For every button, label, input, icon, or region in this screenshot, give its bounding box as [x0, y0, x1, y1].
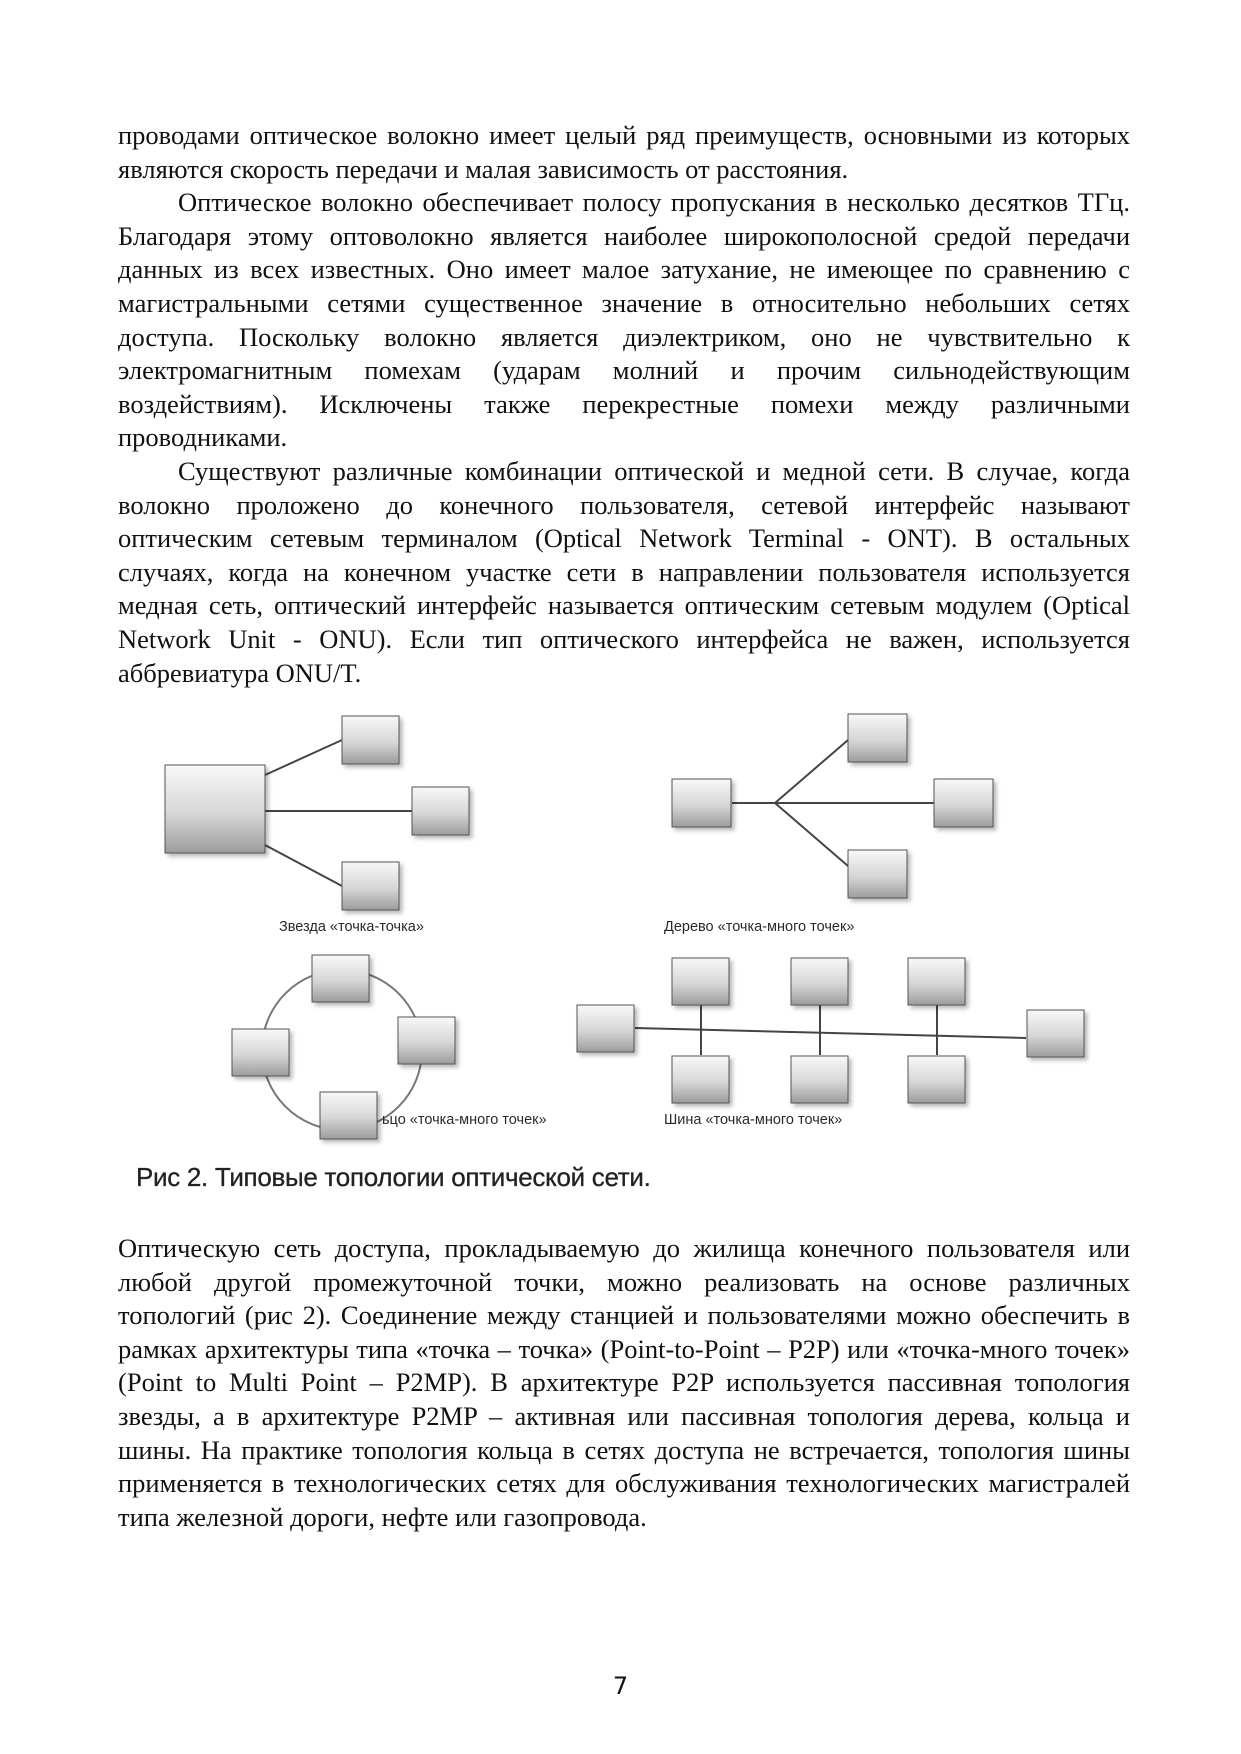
- ring-node: [232, 1029, 289, 1076]
- star-node: [342, 862, 399, 910]
- star-label: Звезда «точка-точка»: [279, 919, 424, 935]
- bus-end-node: [577, 1005, 634, 1052]
- ring-node: [398, 1017, 455, 1064]
- star-topology: [165, 716, 469, 935]
- bus-end-node: [1027, 1010, 1084, 1057]
- bus-node-bottom: [672, 1056, 729, 1103]
- star-central-node: [165, 765, 265, 853]
- ring-topology: [232, 955, 547, 1139]
- bus-node-top: [908, 958, 965, 1005]
- tree-node: [848, 714, 907, 762]
- bus-label: Шина «точка-много точек»: [664, 1112, 843, 1128]
- bus-topology: [577, 958, 1084, 1128]
- paragraph-ont-onu: Существуют различные комбинации оптической и медной сети. В случае, когда волокно проложено до конечного пользователя, сетевой интерфейс называют оптическим сетевым терминалом (Optical Network Terminal - ONT). В остальных случаях, когда на конечном участке сети в направлении пользователя используется медная сеть, оптический интерфейс называется оптическим сетевым модулем (Optical Network Unit - ONU). Если тип оптического интерфейса не важен, используется аббревиатура ONU/T.: [118, 455, 1130, 688]
- paragraph-fiber-bandwidth: Оптическое волокно обеспечивает полосу пропускания в несколько десятков ТГц. Благодаря этому оптоволокно является наиболее широкополосной средой передачи данных из всех известных. Оно имеет малое затухание, не имеющее по сравнению с магистральными сетями существенное значение в относительно небольших сетях доступа. Поскольку волокно является диэлектриком, оно не чувствительно к электромагнитным помехам (ударам молний и прочим сильнодействующим воздействиям). Исключены также перекрестные помехи между различными проводниками.: [118, 187, 1130, 453]
- ring-node: [320, 1092, 377, 1139]
- bus-node-top: [791, 958, 848, 1005]
- text-block-top: [118, 119, 1130, 690]
- tree-root-node: [672, 779, 731, 827]
- topology-figure: [0, 700, 1241, 1220]
- tree-label: Дерево «точка-много точек»: [664, 919, 855, 935]
- tree-node: [934, 779, 993, 827]
- text-block-bottom: [118, 1232, 1130, 1534]
- figure-caption: Рис 2. Типовые топологии оптической сети.: [136, 1162, 651, 1192]
- bus-node-bottom: [791, 1056, 848, 1103]
- page-number: 7: [612, 1672, 629, 1700]
- tree-node: [848, 850, 907, 898]
- star-node: [342, 716, 399, 764]
- ring-node: [312, 955, 369, 1002]
- tree-topology: [664, 714, 993, 935]
- bus-node-top: [672, 958, 729, 1005]
- bus-node-bottom: [908, 1056, 965, 1103]
- paragraph-continuation: проводами оптическое волокно имеет целый ряд преимуществ, основными из которых являются скорость передачи и малая зависимость от расстояния.: [118, 120, 1130, 184]
- ring-label: ьцо «точка-много точек»: [382, 1112, 547, 1128]
- paragraph-topologies: Оптическую сеть доступа, прокладываемую до жилища конечного пользователя или любой другой промежуточной точки, можно реализовать на основе различных топологий (рис 2). Соединение между станцией и пользователями можно обеспечить в рамках архитектуры типа «точка – точка» (Point-to-Point – P2P) или «точка-много точек» (Point to Multi Point – P2MP). В архитектуре P2P используется пассивная топология звезды, а в архитектуре P2MP – активная или пассивная топология дерева, кольца и шины. На практике топология кольца в сетях доступа не встречается, топология шины применяется в технологических сетях для обслуживания технологических магистралей типа железной дороги, нефте или газопровода.: [118, 1233, 1130, 1532]
- star-node: [412, 787, 469, 835]
